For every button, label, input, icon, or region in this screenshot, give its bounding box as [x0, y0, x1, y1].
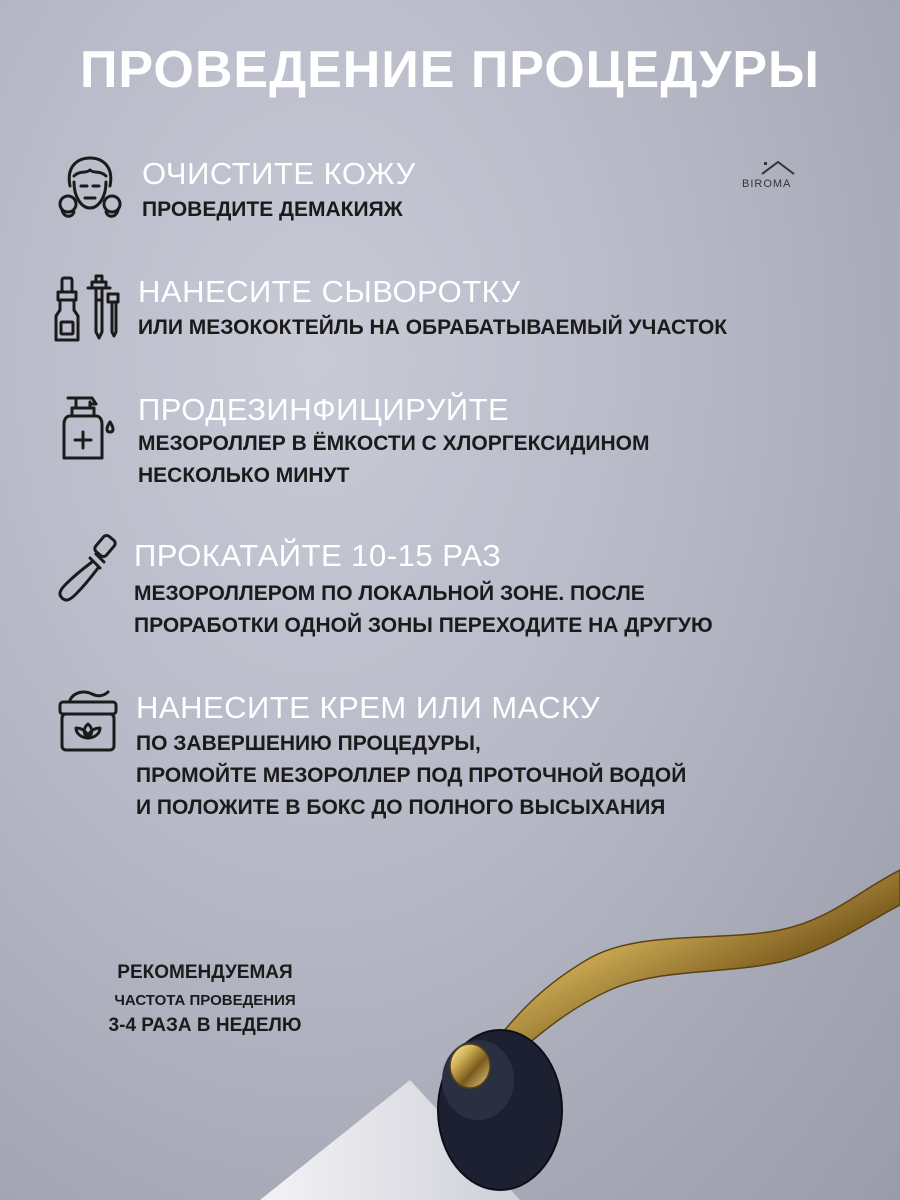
page-title: ПРОВЕДЕНИЕ ПРОЦЕДУРЫ [80, 41, 820, 99]
frequency-note [60, 962, 350, 1037]
brand-logo [742, 158, 812, 198]
spray-bottle-icon [54, 392, 126, 464]
step-text-line: ПРОМОЙТЕ МЕЗОРОЛЛЕР ПОД ПРОТОЧНОЙ ВОДОЙ [136, 764, 687, 787]
step-text-line: ПРОРАБОТКИ ОДНОЙ ЗОНЫ ПЕРЕХОДИТЕ НА ДРУГУЮ [134, 614, 713, 637]
frequency-line3: 3-4 РАЗА В НЕДЕЛЮ [108, 1015, 302, 1036]
step-heading: НАНЕСИТЕ СЫВОРОТКУ [138, 274, 521, 309]
frequency-line1: РЕКОМЕНДУЕМАЯ [117, 962, 293, 983]
cream-jar-icon [52, 686, 124, 758]
step-text-line: ПО ЗАВЕРШЕНИЮ ПРОЦЕДУРЫ, [136, 732, 481, 755]
logo-text: BIROMA [742, 178, 792, 190]
house-icon [760, 158, 796, 176]
step-heading: ПРОДЕЗИНФИЦИРУЙТЕ [138, 392, 510, 427]
step-text-line: МЕЗОРОЛЛЕРОМ ПО ЛОКАЛЬНОЙ ЗОНЕ. ПОСЛЕ [134, 582, 645, 605]
roller-icon [50, 532, 122, 604]
step-text-line: ПРОВЕДИТЕ ДЕМАКИЯЖ [142, 198, 403, 221]
step-heading: ОЧИСТИТЕ КОЖУ [142, 156, 416, 191]
face-mask-icon [54, 152, 126, 224]
step-text-line: И ПОЛОЖИТЕ В БОКС ДО ПОЛНОГО ВЫСЫХАНИЯ [136, 796, 666, 819]
dropper-bottles-icon [52, 272, 124, 344]
step-text-line: ИЛИ МЕЗОКОКТЕЙЛЬ НА ОБРАБАТЫВАЕМЫЙ УЧАСТОК [138, 316, 728, 339]
step-heading: ПРОКАТАЙТЕ 10-15 РАЗ [134, 538, 502, 573]
frequency-line2: ЧАСТОТА ПРОВЕДЕНИЯ [114, 992, 296, 1009]
step-text-line: МЕЗОРОЛЛЕР В ЁМКОСТИ С ХЛОРГЕКСИДИНОМ [138, 432, 650, 455]
step-heading: НАНЕСИТЕ КРЕМ ИЛИ МАСКУ [136, 690, 601, 725]
step-text-line: НЕСКОЛЬКО МИНУТ [138, 464, 350, 487]
